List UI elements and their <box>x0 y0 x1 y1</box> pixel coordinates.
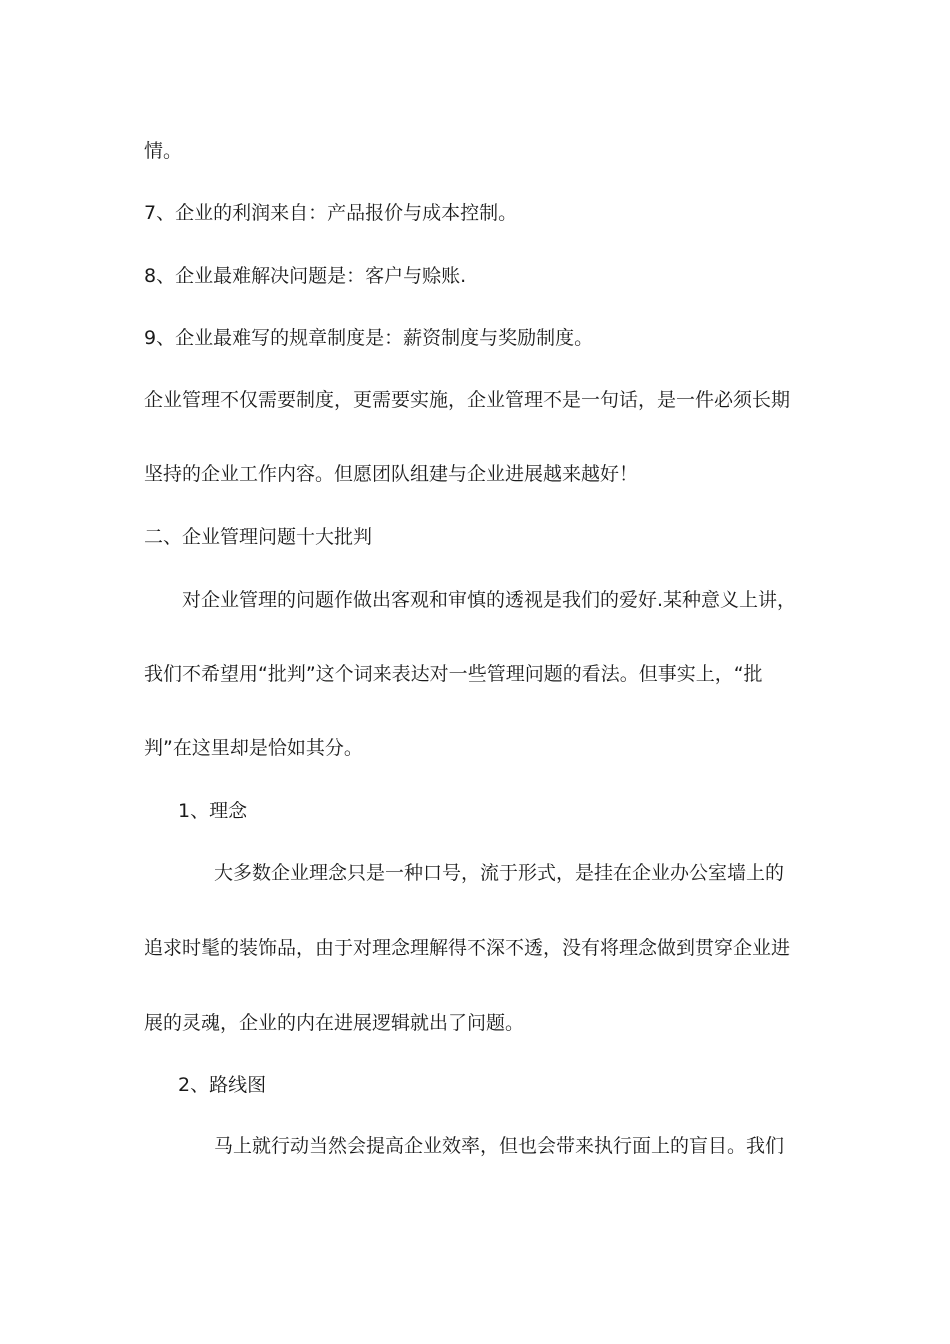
subsection-heading: 2、路线图 <box>178 1074 267 1096</box>
paragraph-line: 追求时髦的装饰品，由于对理念理解得不深不透，没有将理念做到贯穿企业进 <box>144 937 791 959</box>
paragraph-line: 坚持的企业工作内容。但愿团队组建与企业进展越来越好！ <box>144 463 639 485</box>
list-item-7: 7、企业的利润来自：产品报价与成本控制。 <box>144 202 518 224</box>
paragraph-line: 对企业管理的问题作做出客观和审慎的透视是我们的爱好.某种意义上讲， <box>182 589 797 611</box>
list-item-9: 9、企业最难写的规章制度是：薪资制度与奖励制度。 <box>144 327 594 349</box>
paragraph-line: 判”在这里却是恰如其分。 <box>144 737 363 759</box>
paragraph-line: 展的灵魂，企业的内在进展逻辑就出了问题。 <box>144 1012 525 1034</box>
paragraph-line: 大多数企业理念只是一种口号，流于形式，是挂在企业办公室墙上的 <box>214 862 785 884</box>
section-heading: 二、企业管理问题十大批判 <box>144 526 373 548</box>
paragraph-line: 马上就行动当然会提高企业效率，但也会带来执行面上的盲目。我们 <box>214 1135 785 1157</box>
paragraph-line: 企业管理不仅需要制度，更需要实施，企业管理不是一句话，是一件必须长期 <box>144 389 791 411</box>
text-line-continuation: 情。 <box>144 140 183 162</box>
subsection-heading: 1、理念 <box>178 800 248 822</box>
paragraph-line: 我们不希望用“批判”这个词来表达对一些管理问题的看法。但事实上，“批 <box>144 663 763 685</box>
list-item-8: 8、企业最难解决问题是：客户与赊账. <box>144 265 467 287</box>
